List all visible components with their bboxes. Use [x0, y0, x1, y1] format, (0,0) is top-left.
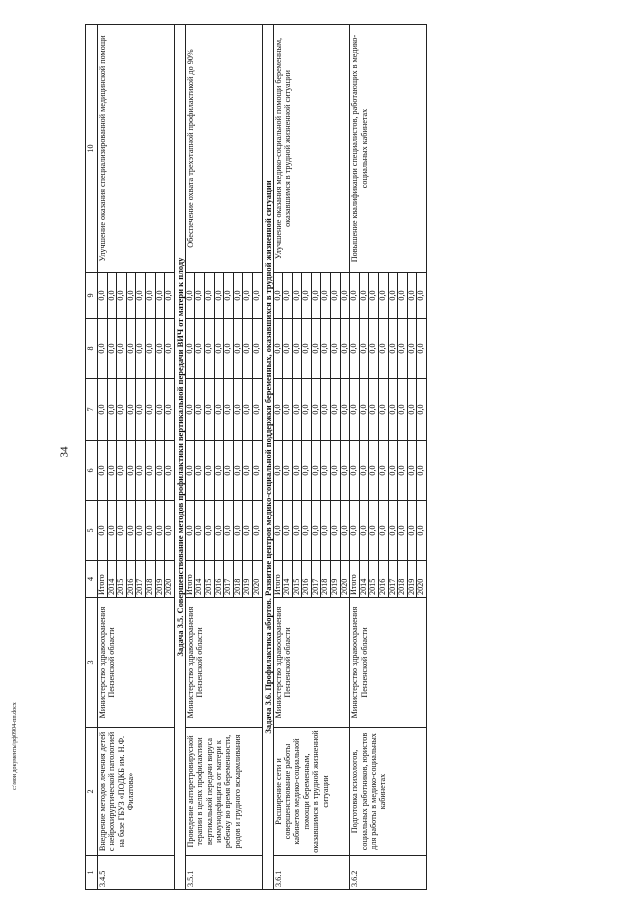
funding-value: 0,0 — [321, 441, 331, 501]
funding-value: 0,0 — [388, 273, 398, 319]
funding-value: 0,0 — [145, 319, 155, 379]
funding-value: 0,0 — [302, 501, 312, 561]
funding-value: 0,0 — [117, 319, 127, 379]
year-cell: 2016 — [379, 561, 389, 598]
funding-value: 0,0 — [407, 379, 417, 441]
funding-value: 0,0 — [165, 273, 175, 319]
column-number: 10 — [86, 25, 98, 273]
funding-value: 0,0 — [350, 441, 360, 501]
funding-value: 0,0 — [107, 501, 117, 561]
funding-value: 0,0 — [98, 501, 108, 561]
funding-value: 0,0 — [243, 501, 253, 561]
year-cell: 2019 — [243, 561, 253, 598]
funding-value: 0,0 — [369, 273, 379, 319]
funding-value: 0,0 — [302, 379, 312, 441]
year-cell: 2018 — [145, 561, 155, 598]
funding-value: 0,0 — [126, 319, 136, 379]
page-number: 34 — [58, 446, 71, 458]
year-cell: 2014 — [107, 561, 117, 598]
funding-value: 0,0 — [145, 501, 155, 561]
funding-value: 0,0 — [233, 379, 243, 441]
funding-value: 0,0 — [369, 441, 379, 501]
funding-value: 0,0 — [350, 379, 360, 441]
column-number-row — [86, 25, 98, 890]
task-3-6-heading: Задача 3.6. Профилактика абортов. Развитие центров медико-социальной поддержки беременных, оказавшихся в трудной жизненной ситуации — [262, 25, 273, 890]
column-number: 4 — [86, 561, 98, 598]
year-cell: 2018 — [233, 561, 243, 598]
funding-value: 0,0 — [204, 501, 214, 561]
year-cell: 2015 — [117, 561, 127, 598]
funding-value: 0,0 — [185, 319, 195, 379]
funding-value: 0,0 — [224, 273, 234, 319]
year-cell: 2015 — [292, 561, 302, 598]
year-cell: Итого — [185, 561, 195, 598]
funding-value: 0,0 — [126, 379, 136, 441]
funding-value: 0,0 — [233, 501, 243, 561]
funding-value: 0,0 — [98, 379, 108, 441]
funding-value: 0,0 — [398, 379, 408, 441]
expected-result: Улучшение оказания медико-социальной помощи беременным, оказавшимся в трудной жизненной ситуации — [273, 25, 350, 273]
funding-value: 0,0 — [136, 501, 146, 561]
year-cell: 2014 — [283, 561, 293, 598]
year-cell: 2018 — [398, 561, 408, 598]
executor: Министерство здравоохранения Пензенской области — [98, 598, 175, 728]
task-3-5-heading: Задача 3.5. Совершенствование методов профилактики вертикальной передачи ВИЧ от матери к плоду — [174, 25, 185, 890]
funding-value: 0,0 — [107, 379, 117, 441]
funding-value: 0,0 — [379, 273, 389, 319]
year-cell: 2016 — [214, 561, 224, 598]
funding-value: 0,0 — [292, 319, 302, 379]
table-body — [98, 25, 427, 890]
funding-value: 0,0 — [155, 319, 165, 379]
funding-value: 0,0 — [398, 501, 408, 561]
funding-value: 0,0 — [155, 441, 165, 501]
year-cell: 2016 — [302, 561, 312, 598]
table-row — [185, 25, 195, 890]
column-number: 6 — [86, 441, 98, 501]
funding-value: 0,0 — [388, 501, 398, 561]
column-number: 7 — [86, 379, 98, 441]
year-cell: 2020 — [417, 561, 427, 598]
funding-value: 0,0 — [321, 379, 331, 441]
funding-value: 0,0 — [283, 319, 293, 379]
year-cell: Итого — [350, 561, 360, 598]
funding-value: 0,0 — [417, 319, 427, 379]
funding-value: 0,0 — [273, 501, 283, 561]
funding-value: 0,0 — [379, 501, 389, 561]
funding-value: 0,0 — [185, 501, 195, 561]
funding-value: 0,0 — [321, 273, 331, 319]
year-cell: 2020 — [165, 561, 175, 598]
funding-value: 0,0 — [369, 501, 379, 561]
funding-value: 0,0 — [283, 273, 293, 319]
funding-value: 0,0 — [155, 501, 165, 561]
funding-value: 0,0 — [185, 441, 195, 501]
funding-value: 0,0 — [273, 273, 283, 319]
footer-file-path: с:\мои документы\рф0904-пп.docx — [12, 702, 18, 790]
funding-value: 0,0 — [417, 441, 427, 501]
funding-value: 0,0 — [340, 501, 350, 561]
funding-value: 0,0 — [292, 441, 302, 501]
funding-value: 0,0 — [155, 273, 165, 319]
funding-value: 0,0 — [145, 441, 155, 501]
funding-value: 0,0 — [311, 379, 321, 441]
funding-value: 0,0 — [214, 379, 224, 441]
funding-value: 0,0 — [331, 319, 341, 379]
funding-value: 0,0 — [126, 273, 136, 319]
funding-value: 0,0 — [243, 273, 253, 319]
funding-value: 0,0 — [117, 379, 127, 441]
year-cell: 2017 — [136, 561, 146, 598]
year-cell: 2016 — [126, 561, 136, 598]
funding-value: 0,0 — [311, 501, 321, 561]
funding-value: 0,0 — [283, 501, 293, 561]
funding-value: 0,0 — [224, 441, 234, 501]
funding-value: 0,0 — [243, 319, 253, 379]
column-number: 5 — [86, 501, 98, 561]
funding-value: 0,0 — [204, 379, 214, 441]
year-cell: 2014 — [195, 561, 205, 598]
funding-value: 0,0 — [165, 319, 175, 379]
funding-value: 0,0 — [243, 441, 253, 501]
funding-value: 0,0 — [136, 379, 146, 441]
funding-value: 0,0 — [252, 501, 262, 561]
funding-value: 0,0 — [417, 273, 427, 319]
year-cell: 2017 — [388, 561, 398, 598]
funding-value: 0,0 — [407, 319, 417, 379]
funding-value: 0,0 — [195, 441, 205, 501]
funding-value: 0,0 — [379, 319, 389, 379]
year-cell: 2014 — [359, 561, 369, 598]
funding-value: 0,0 — [321, 501, 331, 561]
column-number: 8 — [86, 319, 98, 379]
funding-value: 0,0 — [388, 441, 398, 501]
funding-value: 0,0 — [117, 273, 127, 319]
funding-value: 0,0 — [359, 319, 369, 379]
funding-value: 0,0 — [388, 319, 398, 379]
year-cell: 2019 — [407, 561, 417, 598]
executor: Министерство здравоохранения Пензенской области — [185, 598, 262, 728]
funding-value: 0,0 — [292, 273, 302, 319]
funding-value: 0,0 — [252, 441, 262, 501]
funding-value: 0,0 — [185, 379, 195, 441]
funding-value: 0,0 — [165, 501, 175, 561]
funding-value: 0,0 — [273, 379, 283, 441]
funding-value: 0,0 — [145, 379, 155, 441]
funding-value: 0,0 — [340, 319, 350, 379]
funding-value: 0,0 — [302, 441, 312, 501]
funding-value: 0,0 — [117, 501, 127, 561]
funding-value: 0,0 — [417, 501, 427, 561]
funding-value: 0,0 — [185, 273, 195, 319]
funding-value: 0,0 — [126, 501, 136, 561]
funding-value: 0,0 — [273, 441, 283, 501]
table-row — [98, 25, 108, 890]
rotated-page — [85, 25, 622, 890]
expected-result: Повышение квалификации специалистов, работающих в медико-социальных кабинетах — [350, 25, 427, 273]
funding-value: 0,0 — [98, 319, 108, 379]
funding-value: 0,0 — [107, 319, 117, 379]
funding-value: 0,0 — [195, 501, 205, 561]
column-number: 1 — [86, 856, 98, 890]
funding-value: 0,0 — [350, 273, 360, 319]
year-cell: 2018 — [321, 561, 331, 598]
funding-value: 0,0 — [398, 273, 408, 319]
funding-value: 0,0 — [165, 379, 175, 441]
measure-name: Внедрение методов лечения детей с нейрохирургической патологией на базе ГБУЗ «ПОДКБ им. Н.Ф. Филатова» — [98, 728, 175, 856]
funding-value: 0,0 — [224, 319, 234, 379]
funding-value: 0,0 — [283, 379, 293, 441]
funding-value: 0,0 — [204, 273, 214, 319]
funding-value: 0,0 — [136, 319, 146, 379]
funding-value: 0,0 — [224, 379, 234, 441]
funding-value: 0,0 — [331, 441, 341, 501]
funding-value: 0,0 — [379, 379, 389, 441]
funding-value: 0,0 — [398, 441, 408, 501]
task-heading-row — [174, 25, 185, 890]
task-heading-row — [262, 25, 273, 890]
year-cell: 2017 — [224, 561, 234, 598]
year-cell: 2020 — [252, 561, 262, 598]
funding-value: 0,0 — [252, 273, 262, 319]
funding-value: 0,0 — [331, 501, 341, 561]
funding-value: 0,0 — [359, 273, 369, 319]
row-code: 3.5.1 — [185, 856, 262, 890]
measure-name: Расширение сети и совершенствование работы кабинетов медико-социальной помощи беременным, оказавшимся в трудной жизненной ситуации — [273, 728, 350, 856]
funding-value: 0,0 — [233, 441, 243, 501]
funding-value: 0,0 — [214, 273, 224, 319]
funding-value: 0,0 — [350, 319, 360, 379]
row-code: 3.6.2 — [350, 856, 427, 890]
year-cell: 2019 — [155, 561, 165, 598]
year-cell: 2015 — [369, 561, 379, 598]
funding-value: 0,0 — [311, 441, 321, 501]
funding-value: 0,0 — [350, 501, 360, 561]
funding-value: 0,0 — [331, 379, 341, 441]
table-row — [273, 25, 283, 890]
funding-value: 0,0 — [311, 273, 321, 319]
funding-value: 0,0 — [214, 501, 224, 561]
funding-value: 0,0 — [107, 273, 117, 319]
funding-value: 0,0 — [252, 319, 262, 379]
funding-value: 0,0 — [273, 319, 283, 379]
funding-value: 0,0 — [195, 319, 205, 379]
funding-value: 0,0 — [311, 319, 321, 379]
funding-value: 0,0 — [145, 273, 155, 319]
row-code: 3.4.5 — [98, 856, 175, 890]
column-number: 2 — [86, 728, 98, 856]
funding-value: 0,0 — [292, 379, 302, 441]
funding-value: 0,0 — [292, 501, 302, 561]
funding-value: 0,0 — [136, 441, 146, 501]
funding-value: 0,0 — [302, 273, 312, 319]
funding-value: 0,0 — [331, 273, 341, 319]
funding-value: 0,0 — [369, 379, 379, 441]
funding-value: 0,0 — [369, 319, 379, 379]
funding-value: 0,0 — [407, 273, 417, 319]
funding-value: 0,0 — [407, 501, 417, 561]
funding-value: 0,0 — [98, 273, 108, 319]
funding-value: 0,0 — [214, 441, 224, 501]
funding-value: 0,0 — [252, 379, 262, 441]
year-cell: 2015 — [204, 561, 214, 598]
funding-value: 0,0 — [165, 441, 175, 501]
funding-value: 0,0 — [359, 441, 369, 501]
funding-value: 0,0 — [214, 319, 224, 379]
funding-value: 0,0 — [233, 273, 243, 319]
year-cell: Итого — [98, 561, 108, 598]
year-cell: Итого — [273, 561, 283, 598]
row-code: 3.6.1 — [273, 856, 350, 890]
table-row — [350, 25, 360, 890]
year-cell: 2017 — [311, 561, 321, 598]
funding-value: 0,0 — [407, 441, 417, 501]
funding-value: 0,0 — [398, 319, 408, 379]
year-cell: 2019 — [331, 561, 341, 598]
funding-value: 0,0 — [359, 501, 369, 561]
funding-value: 0,0 — [379, 441, 389, 501]
funding-value: 0,0 — [195, 273, 205, 319]
executor: Министерство здравоохранения Пензенской области — [350, 598, 427, 728]
expected-result: Улучшение оказания специализированной медицинской помощи — [98, 25, 175, 273]
year-cell: 2020 — [340, 561, 350, 598]
funding-value: 0,0 — [417, 379, 427, 441]
funding-value: 0,0 — [243, 379, 253, 441]
funding-value: 0,0 — [283, 441, 293, 501]
funding-value: 0,0 — [204, 319, 214, 379]
funding-value: 0,0 — [204, 441, 214, 501]
executor: Министерство здравоохранения Пензенской области — [273, 598, 350, 728]
measure-name: Подготовка психологов, социальных работников, юристов для работы в медико-социальных кабинетах — [350, 728, 427, 856]
funding-value: 0,0 — [155, 379, 165, 441]
funding-value: 0,0 — [117, 441, 127, 501]
funding-value: 0,0 — [195, 379, 205, 441]
expected-result: Обеспечение охвата трехэтапной профилактикой до 90% — [185, 25, 262, 273]
funding-value: 0,0 — [359, 379, 369, 441]
funding-value: 0,0 — [98, 441, 108, 501]
funding-value: 0,0 — [233, 319, 243, 379]
funding-value: 0,0 — [340, 441, 350, 501]
funding-value: 0,0 — [224, 501, 234, 561]
funding-value: 0,0 — [388, 379, 398, 441]
funding-value: 0,0 — [136, 273, 146, 319]
column-number: 9 — [86, 273, 98, 319]
funding-value: 0,0 — [126, 441, 136, 501]
funding-value: 0,0 — [340, 273, 350, 319]
program-table — [85, 24, 427, 890]
funding-value: 0,0 — [340, 379, 350, 441]
column-number: 3 — [86, 598, 98, 728]
funding-value: 0,0 — [107, 441, 117, 501]
funding-value: 0,0 — [321, 319, 331, 379]
funding-value: 0,0 — [302, 319, 312, 379]
measure-name: Проведение антиретровирусной терапии в целях профилактики вертикальной передачи вируса иммунодефицита от матери к ребенку во время беременности, родов и грудного вскармливания — [185, 728, 262, 856]
